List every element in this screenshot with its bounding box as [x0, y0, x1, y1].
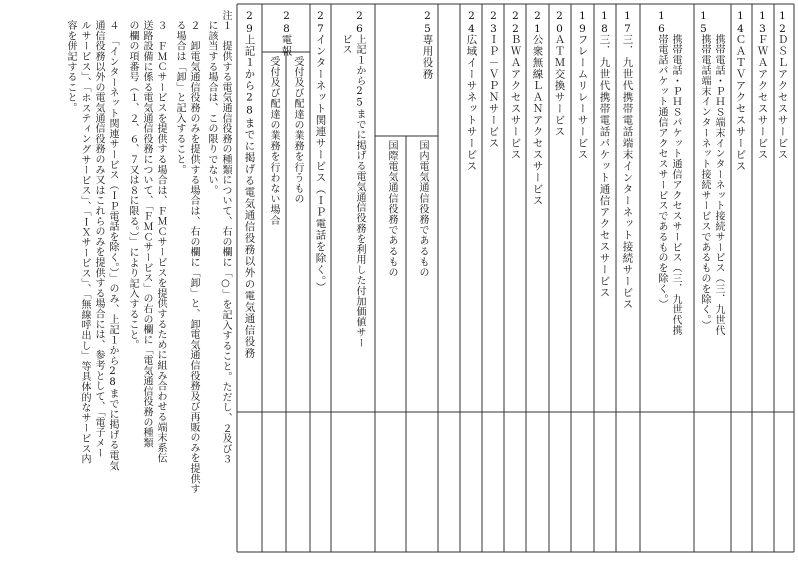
row-label: 三．九世代携帯電話端末インターネット接続サービス [621, 34, 634, 310]
row-number: 12 [776, 10, 789, 36]
note-4-line: 通信役務以外の電気通信役務のみ又はこれらのみを提供する場合には、参考として、「電子メー [93, 10, 104, 459]
row-number: 14 [734, 10, 747, 36]
row-sub-label: 受付及び配達の業務を行わない場合 [268, 56, 279, 226]
row-label: 三．九世代携帯電話パケット通信アクセスサービス [598, 34, 611, 299]
row-label-line: 携帯電話端末インターネット接続サービスであるものを除く。） [699, 34, 710, 331]
row-number: 21 [531, 10, 544, 36]
row-label: 専用役務 [421, 34, 434, 80]
row-label: 電報 [280, 34, 293, 57]
note-4-line: 容を併記すること。 [65, 10, 76, 113]
note-3-line: ３ ＦＭＣサービスを提供する場合は、ＦＭＣサービスを提供するために組み合わせる端末系伝 [155, 10, 166, 464]
row-label: ＡＴＭ交換サービス [553, 34, 566, 138]
row-number: 16 [655, 10, 668, 36]
row-label: ＣＡＴＶアクセスサービス [734, 34, 747, 172]
row-number: 28 [280, 10, 293, 36]
row-label: ＤＳＬアクセスサービス [776, 34, 789, 161]
row-number: 15 [697, 10, 710, 36]
row-number: 13 [756, 10, 769, 36]
note-1-line: に該当する場合は、この限りでない。 [206, 10, 217, 196]
note-4-line: ルサービス」、「ホスティングサービス」、「ＩＸサービス」、「無線呼出し」等具体的なサービス内 [79, 10, 90, 465]
note-1-line: 注１ 提供する電気通信役務の種類について、右の欄に「○」を記入すること。ただし、２及び３ [220, 10, 231, 465]
row-number: 25 [421, 10, 434, 36]
row-label: ＩＰ－ＶＰＮサービス [487, 34, 500, 149]
row-label-line: 携帯電話・ＰＨＳ端末インターネット接続サービス（三．九世代 [713, 34, 724, 336]
row-number: 24 [465, 10, 478, 36]
note-3-line: の欄の項番号（１、２、６、７又は８に限る。）」により記入すること。 [127, 10, 138, 351]
row-number: 17 [621, 10, 634, 36]
row-sub-label: 受付及び配達の業務を行うもの [292, 56, 303, 205]
row-sub-label: 国際電気通信役務であるもの [386, 140, 397, 278]
row-number: 26 [353, 10, 366, 36]
row-label-line: 帯電話パケット通信アクセスサービスであるものを除く。） [656, 34, 667, 310]
row-label: ＦＷＡアクセスサービス [756, 34, 769, 161]
row-number: 27 [314, 10, 327, 36]
row-sub-label: 国内電気通信役務であるもの [417, 140, 428, 278]
row-label: 上記１から28までに掲げる電気通信役務以外の電気通信役務 [243, 34, 256, 359]
row-label-line: 携帯電話・ＰＨＳパケット通信アクセスサービス（三．九世代携 [670, 34, 681, 336]
row-label: 広域イーサネットサービス [465, 34, 478, 172]
row-label: 公衆無線ＬＡＮアクセスサービス [531, 34, 544, 207]
row-number: 22 [509, 10, 522, 36]
note-3-line: 送路設備に係る電気通信役務について、「ＦＭＣサービス」の右の欄に「電気通信役務の種類 [141, 10, 152, 448]
row-label-line: 上記１から25までに掲げる電気通信役務を利用した付加価値サー [354, 34, 365, 348]
row-number: 20 [553, 10, 566, 36]
row-label: インターネット関連サービス（ＩＰ電話を除く。） [314, 34, 327, 294]
row-number: 18 [598, 10, 611, 36]
row-label: ＢＷＡアクセスサービス [509, 34, 522, 161]
row-number: 29 [243, 10, 256, 36]
row-number: 23 [487, 10, 500, 36]
row-number: 19 [576, 10, 589, 36]
row-label: フレームリレーサービス [576, 34, 589, 161]
note-2-line: る場合は「卸」と記入すること。 [174, 10, 185, 175]
note-4-line: ４ 「インターネット関連サービス（ＩＰ電話を除く。）」のみ、上記１から28までに掲げる電気 [107, 10, 118, 471]
note-2-line: ２ 卸電気通信役務のみを提供する場合は、右の欄に「卸」と、卸電気通信役務及び再販のみを提供す [188, 10, 199, 495]
row-label-line: ビス [340, 34, 351, 55]
